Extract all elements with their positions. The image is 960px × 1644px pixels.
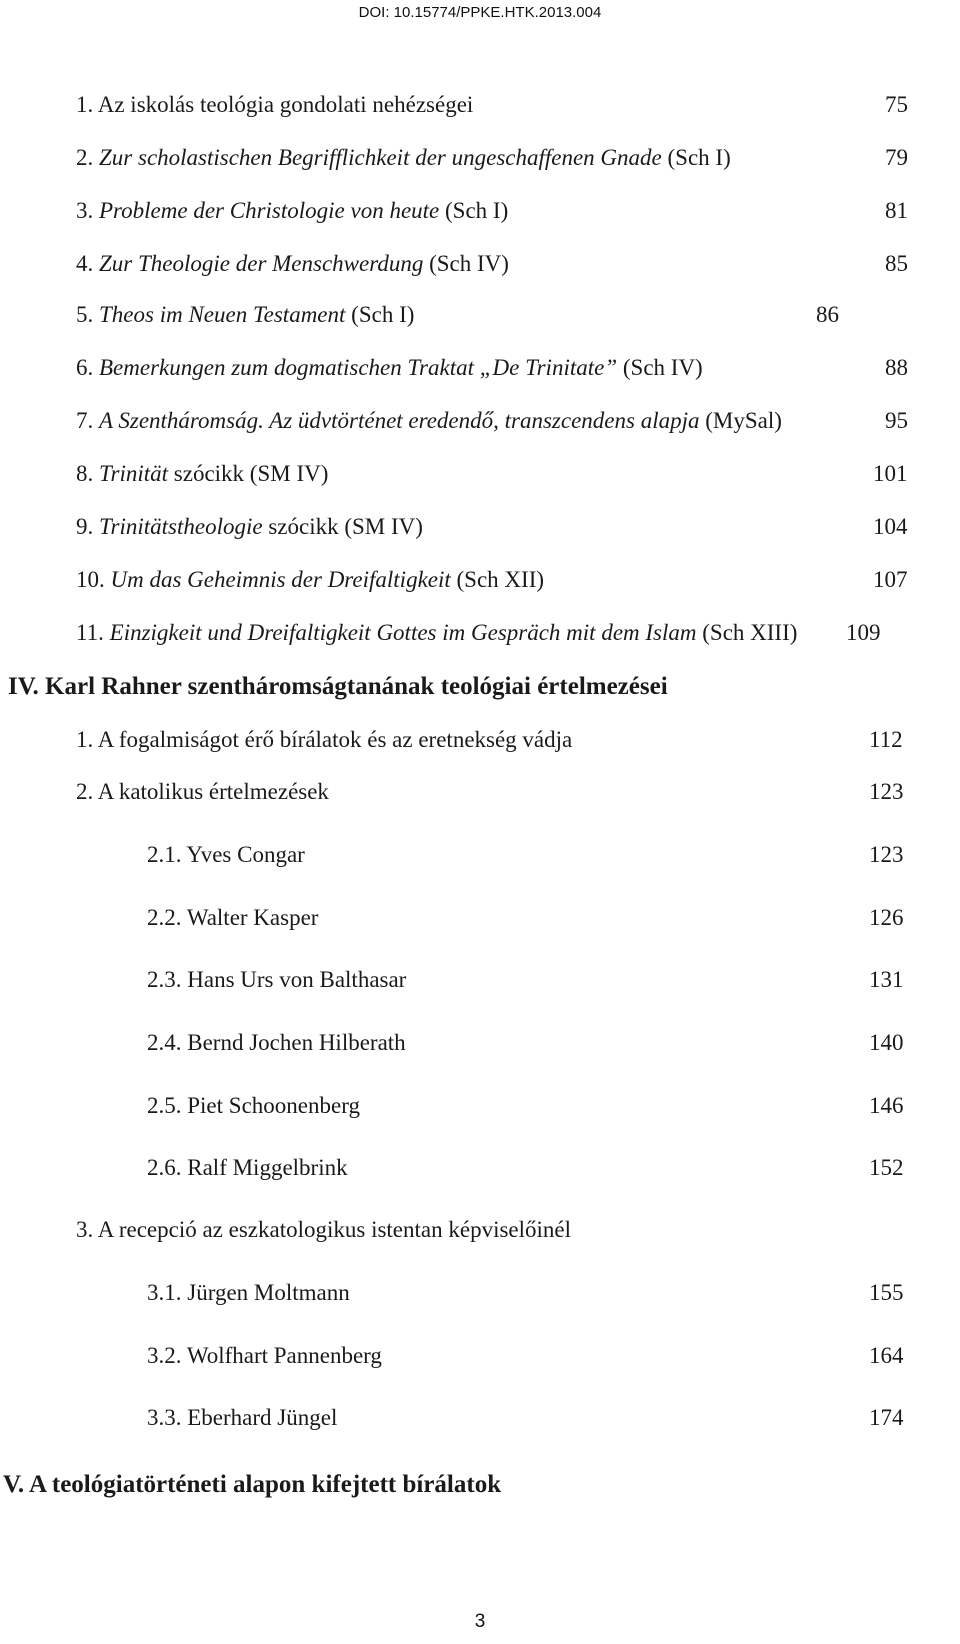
page-number: 152 — [869, 1155, 904, 1180]
page-number: 112 — [869, 727, 903, 752]
page-number: 146 — [869, 1093, 904, 1118]
page-number: 101 — [873, 461, 908, 486]
page-number: 140 — [869, 1030, 904, 1055]
doi-header: DOI: 10.15774/PPKE.HTK.2013.004 — [358, 4, 602, 21]
section-heading: IV. Karl Rahner szentháromságtanának teológiai értelmezései — [8, 673, 668, 700]
page-number: 86 — [816, 302, 839, 327]
page-number: 79 — [885, 145, 908, 170]
page-number: 104 — [873, 514, 908, 539]
page-number: 81 — [885, 198, 908, 223]
page-number: 85 — [885, 251, 908, 276]
page-number: 123 — [869, 779, 904, 804]
page-number: 95 — [885, 408, 908, 433]
page-number: 174 — [869, 1405, 904, 1430]
page-number: 155 — [869, 1280, 904, 1305]
page-number: 88 — [885, 355, 908, 380]
page-number-footer: 3 — [474, 1611, 486, 1632]
page-number: 164 — [869, 1343, 904, 1368]
page-number: 107 — [873, 567, 908, 592]
page-number: 126 — [869, 905, 904, 930]
page-number: 123 — [869, 842, 904, 867]
section-heading: V. A teológiatörténeti alapon kifejtett bírálatok — [3, 1471, 502, 1498]
page-number: 75 — [885, 92, 908, 117]
page-number: 109 — [846, 620, 881, 645]
page-number: 131 — [869, 967, 904, 992]
